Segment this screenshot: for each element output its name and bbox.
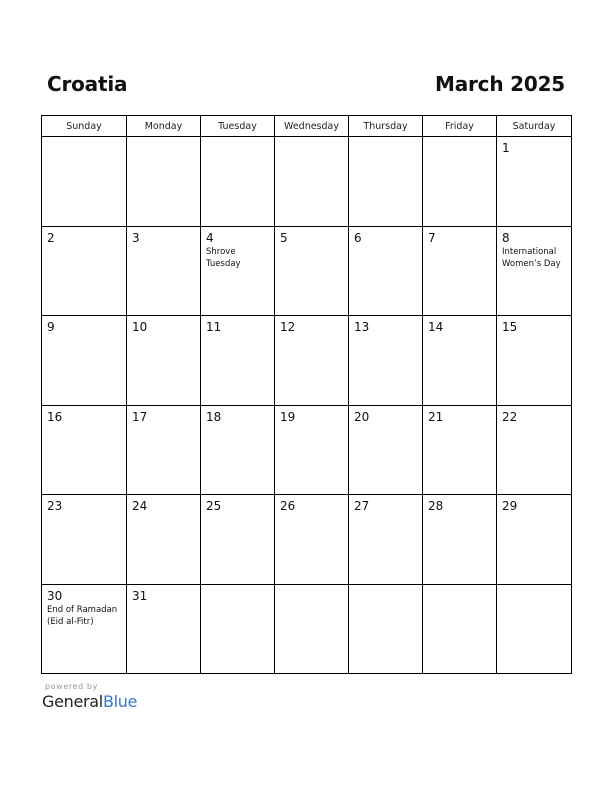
day-number: 19 <box>280 409 296 424</box>
empty-day-cell <box>275 584 349 674</box>
brand-blue: Blue <box>102 692 138 711</box>
day-cell-content <box>127 316 200 335</box>
week-row <box>42 584 572 674</box>
day-cell <box>349 405 423 495</box>
empty-day-cell <box>42 137 127 227</box>
day-cell <box>42 495 127 585</box>
day-cell <box>201 226 275 316</box>
day-number: 9 <box>47 320 55 334</box>
day-cell-content <box>497 227 571 270</box>
day-cell <box>423 226 497 316</box>
holiday-label: International Women’s Day <box>502 246 561 269</box>
day-cell-content <box>349 227 422 246</box>
weeks-body <box>42 137 572 674</box>
day-cell <box>42 316 127 406</box>
day-cell-content <box>275 495 348 514</box>
day-cell-content <box>349 495 422 514</box>
day-cell <box>275 495 349 585</box>
day-cell-content <box>423 585 496 589</box>
weekday-monday: Monday <box>127 116 201 137</box>
day-cell-content <box>127 585 200 604</box>
day-cell-content <box>497 585 571 589</box>
day-number: 1 <box>502 141 510 155</box>
day-cell <box>127 495 201 585</box>
day-cell <box>127 584 201 674</box>
day-number: 21 <box>428 409 444 424</box>
holiday-label: Shrove Tuesday <box>206 246 241 269</box>
day-cell-content <box>42 137 126 141</box>
day-number: 22 <box>502 409 518 424</box>
brand-general: General <box>42 692 103 711</box>
powered-by-text: powered by <box>45 682 98 691</box>
weekday-friday: Friday <box>423 116 497 137</box>
day-cell-content <box>423 227 496 246</box>
day-cell-content <box>201 585 274 589</box>
day-cell <box>423 316 497 406</box>
day-cell-content <box>497 137 571 156</box>
day-cell-content <box>127 227 200 246</box>
day-number: 23 <box>47 499 63 513</box>
empty-day-cell <box>127 137 201 227</box>
day-cell-content <box>497 495 571 514</box>
calendar-header <box>47 70 565 98</box>
day-cell-content <box>423 316 496 335</box>
empty-day-cell <box>201 584 275 674</box>
day-number: 10 <box>132 320 148 334</box>
day-cell <box>201 495 275 585</box>
day-cell <box>497 495 572 585</box>
day-cell <box>275 405 349 495</box>
day-cell <box>127 316 201 406</box>
weekday-header-row <box>42 116 572 137</box>
day-cell <box>497 137 572 227</box>
day-number: 5 <box>280 230 288 245</box>
day-cell <box>127 405 201 495</box>
empty-day-cell <box>349 584 423 674</box>
day-cell-content <box>349 137 422 141</box>
empty-day-cell <box>423 137 497 227</box>
day-number: 12 <box>280 320 296 334</box>
week-row <box>42 316 572 406</box>
day-cell <box>349 495 423 585</box>
day-cell-content <box>201 227 274 270</box>
day-cell-content <box>42 406 126 425</box>
month-grid <box>41 115 572 674</box>
day-cell-content <box>127 137 200 141</box>
day-cell-content <box>423 495 496 514</box>
day-cell-content <box>201 316 274 335</box>
day-cell-content <box>275 137 348 141</box>
day-number: 28 <box>428 499 444 513</box>
day-cell-content <box>42 495 126 514</box>
day-number: 2 <box>47 230 55 245</box>
day-number: 8 <box>502 230 510 245</box>
day-number: 13 <box>354 320 370 334</box>
day-cell-content <box>201 406 274 425</box>
day-cell-content <box>497 316 571 335</box>
weekday-wednesday: Wednesday <box>275 116 349 137</box>
week-row <box>42 405 572 495</box>
day-cell-content <box>349 585 422 589</box>
day-cell-content <box>42 227 126 246</box>
day-cell-content <box>423 406 496 425</box>
day-number: 29 <box>502 499 518 513</box>
day-cell-content <box>127 495 200 514</box>
day-cell <box>42 226 127 316</box>
empty-day-cell <box>275 137 349 227</box>
day-cell-content <box>349 406 422 425</box>
day-cell-content <box>349 316 422 335</box>
week-row <box>42 495 572 585</box>
weekday-tuesday: Tuesday <box>201 116 275 137</box>
day-cell-content <box>275 406 348 425</box>
day-number: 18 <box>206 409 222 424</box>
day-cell <box>423 405 497 495</box>
weekday-thursday: Thursday <box>349 116 423 137</box>
day-cell <box>497 405 572 495</box>
day-number: 15 <box>502 320 518 334</box>
day-cell-content <box>201 137 274 141</box>
weekday-sunday: Sunday <box>42 116 127 137</box>
weekday-saturday: Saturday <box>497 116 572 137</box>
month-year-title: March 2025 <box>435 72 565 96</box>
branding <box>42 682 137 711</box>
week-row <box>42 137 572 227</box>
country-title: Croatia <box>47 72 128 96</box>
day-cell <box>349 226 423 316</box>
day-number: 24 <box>132 499 148 513</box>
day-cell <box>42 405 127 495</box>
day-cell-content <box>42 316 126 335</box>
day-number: 6 <box>354 230 362 245</box>
day-cell-content <box>497 406 571 425</box>
brand-logo <box>42 692 137 711</box>
day-cell-content <box>275 316 348 335</box>
empty-day-cell <box>201 137 275 227</box>
day-number: 16 <box>47 409 63 424</box>
day-cell <box>127 226 201 316</box>
day-cell <box>423 495 497 585</box>
day-cell-content <box>423 137 496 141</box>
day-cell-content <box>42 585 126 628</box>
day-number: 3 <box>132 230 140 245</box>
day-number: 11 <box>206 320 222 334</box>
empty-day-cell <box>423 584 497 674</box>
day-number: 26 <box>280 499 296 513</box>
day-number: 17 <box>132 409 148 424</box>
day-cell <box>497 226 572 316</box>
week-row <box>42 226 572 316</box>
day-cell <box>201 316 275 406</box>
day-number: 27 <box>354 499 370 513</box>
day-cell <box>349 316 423 406</box>
day-number: 14 <box>428 320 444 334</box>
holiday-label: End of Ramadan (Eid al-Fitr) <box>47 604 118 627</box>
day-number: 31 <box>132 588 148 603</box>
day-number: 20 <box>354 409 370 424</box>
day-cell <box>497 316 572 406</box>
empty-day-cell <box>497 584 572 674</box>
day-cell <box>201 405 275 495</box>
day-cell-content <box>201 495 274 514</box>
day-number: 4 <box>206 230 214 245</box>
day-cell-content <box>275 227 348 246</box>
day-cell <box>42 584 127 674</box>
day-cell <box>275 316 349 406</box>
empty-day-cell <box>349 137 423 227</box>
day-cell <box>275 226 349 316</box>
day-cell-content <box>275 585 348 589</box>
day-number: 30 <box>47 588 63 603</box>
day-number: 7 <box>428 230 436 245</box>
day-cell-content <box>127 406 200 425</box>
day-number: 25 <box>206 499 222 513</box>
